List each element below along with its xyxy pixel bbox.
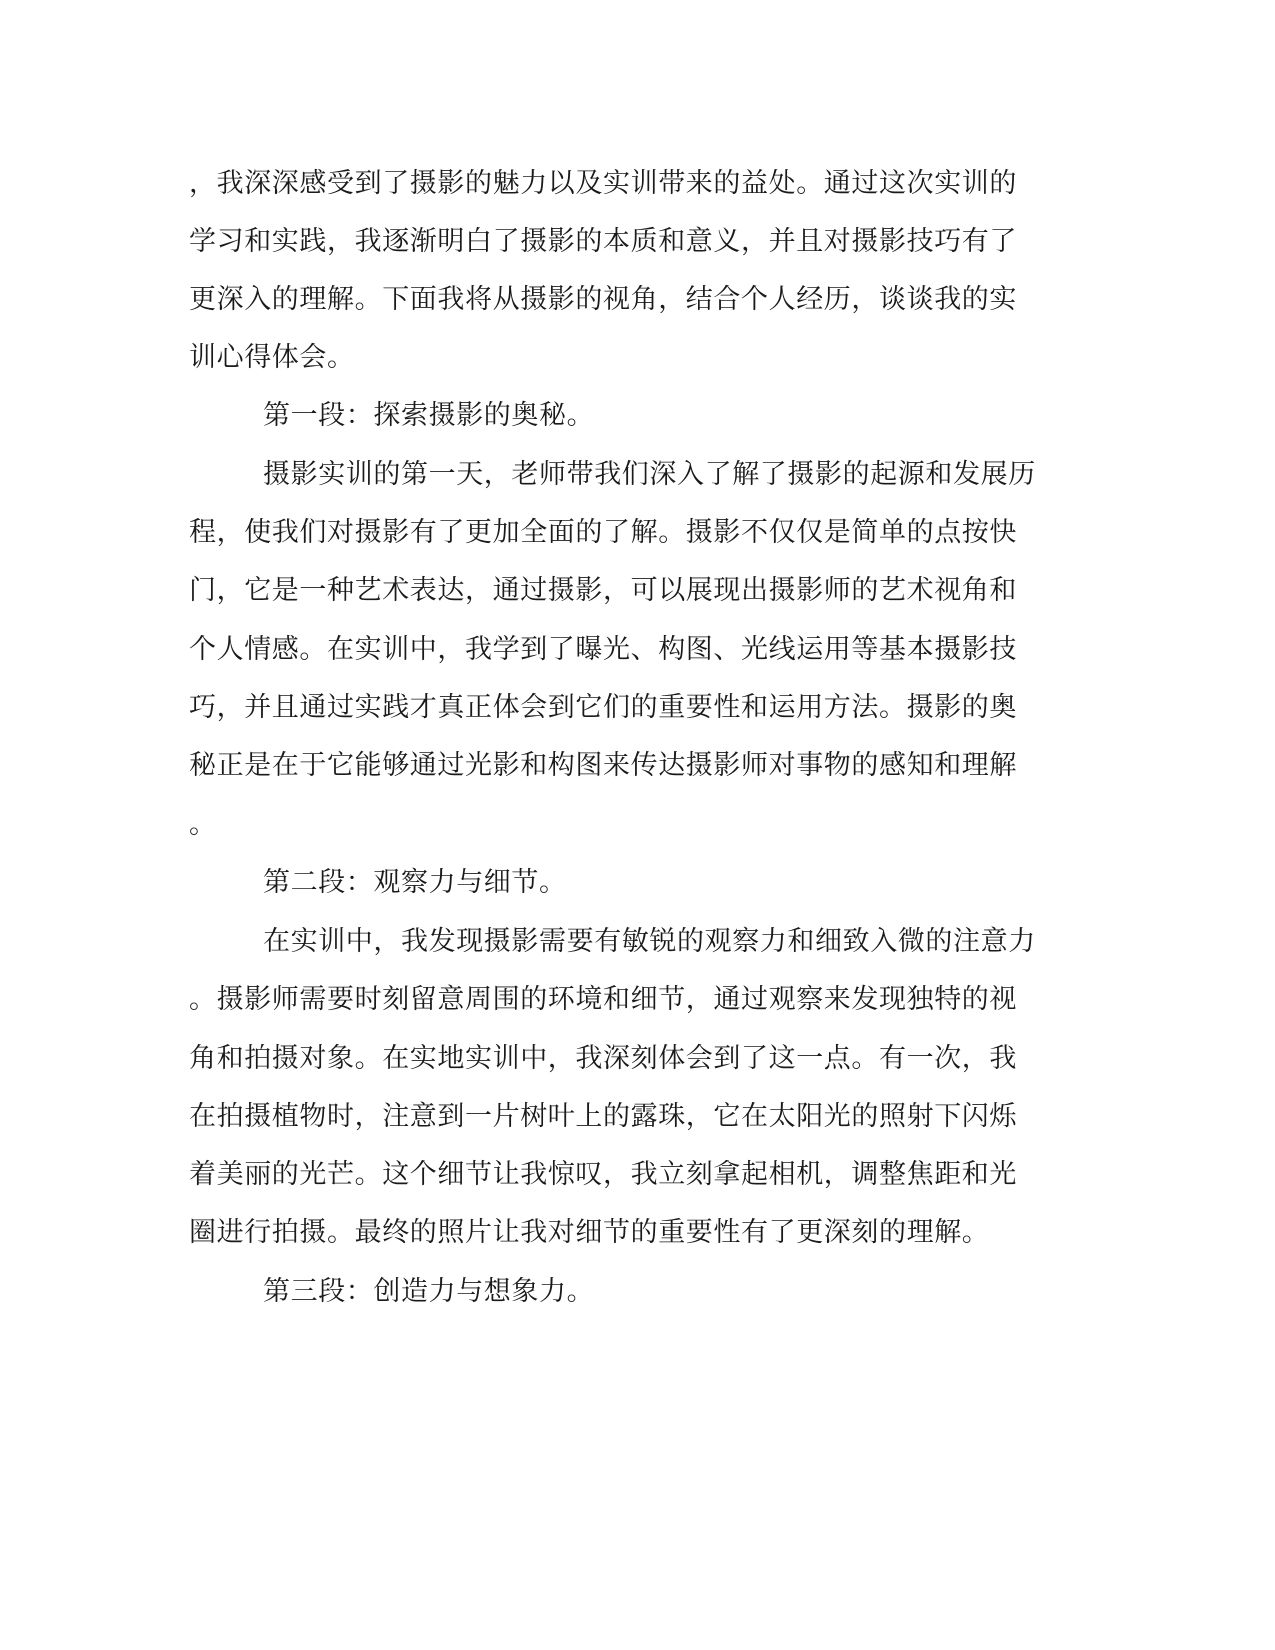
text-line: 摄影实训的第一天，老师带我们深入了解了摄影的起源和发展历 [263, 459, 1036, 490]
text-line: 巧，并且通过实践才真正体会到它们的重要性和运用方法。摄影的奥 [189, 692, 1017, 723]
text-line: 在实训中，我发现摄影需要有敏锐的观察力和细致入微的注意力 [263, 926, 1036, 957]
text-line: 在拍摄植物时，注意到一片树叶上的露珠，它在太阳光的照射下闪烁 [189, 1101, 1017, 1132]
text-line: 学习和实践，我逐渐明白了摄影的本质和意义，并且对摄影技巧有了 [189, 226, 1017, 257]
text-line: 角和拍摄对象。在实地实训中，我深刻体会到了这一点。有一次，我 [189, 1043, 1017, 1074]
text-line: 更深入的理解。下面我将从摄影的视角，结合个人经历，谈谈我的实 [189, 284, 1017, 315]
text-line: 圈进行拍摄。最终的照片让我对细节的重要性有了更深刻的理解。 [189, 1217, 990, 1248]
text-line: 程，使我们对摄影有了更加全面的了解。摄影不仅仅是简单的点按快 [189, 517, 1017, 548]
section-heading: 第三段：创造力与想象力。 [263, 1276, 595, 1307]
text-line: 秘正是在于它能够通过光影和构图来传达摄影师对事物的感知和理解 [189, 750, 1017, 781]
text-line: ，我深深感受到了摄影的魅力以及实训带来的益处。通过这次实训的 [189, 168, 1017, 199]
text-line: 。 [189, 809, 217, 840]
section-heading: 第一段：探索摄影的奥秘。 [263, 400, 595, 431]
text-line: 着美丽的光芒。这个细节让我惊叹，我立刻拿起相机，调整焦距和光 [189, 1159, 1017, 1190]
text-line: 。摄影师需要时刻留意周围的环境和细节，通过观察来发现独特的视 [189, 984, 1017, 1015]
text-line: 训心得体会。 [189, 342, 355, 373]
text-line: 门，它是一种艺术表达，通过摄影，可以展现出摄影师的艺术视角和 [189, 575, 1017, 606]
text-line: 个人情感。在实训中，我学到了曝光、构图、光线运用等基本摄影技 [189, 634, 1017, 665]
section-heading: 第二段：观察力与细节。 [263, 867, 567, 898]
